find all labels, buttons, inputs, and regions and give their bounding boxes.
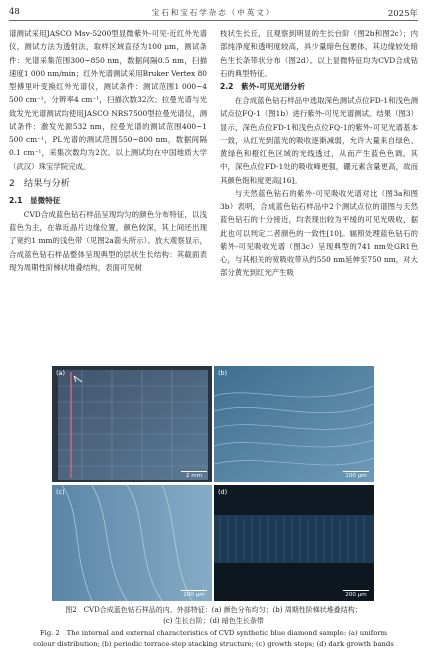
paragraph-uvvis-1: 在合成蓝色钻石样品中选取深色测试点位FD-1和浅色测试点位FQ-1（图1b）进行紫外-可见光谱测试。结果（图3）显示，深色点位FD-1和浅色点位FQ-1的紫外-可见光谱基本一致，从红光到蓝光的吸收逐渐减弱，允许大量来自绿色、黄绿色和橙红色区域的光线透过，从而产生蓝色色调。其中，深色点位FD-1处的吸收峰更强，硼元素含量更高，故而其颜色饱和度更高[16]。: [220, 96, 418, 185]
scale-bar-label: 200 μm: [345, 592, 367, 598]
figure-caption-english: [9, 628, 418, 650]
figure-panel-c: [52, 485, 212, 601]
panel-label: (c): [56, 488, 65, 496]
journal-title: 宝石和宝石学杂志（中英文）: [151, 8, 276, 17]
panel-label: (b): [218, 369, 228, 377]
caption-en-line-2: colour distribution; (b) periodic terrace-step stacking structure; (c) growth steps; (d) dark growth bands: [33, 640, 394, 648]
page-header: [0, 0, 427, 22]
caption-cn-line-2: (c) 生长台阶；(d) 暗色生长条带: [163, 617, 264, 625]
panel-d-image: [214, 485, 374, 601]
right-column: [220, 27, 418, 280]
scale-bar: [181, 590, 207, 598]
paragraph-microscopy: CVD合成蓝色钻石样品呈现均匀的颜色分布特征，以浅蓝色为主，在靠近晶片边缘位置，颜色较深，其上间还出现了宽约1 mm的浅色带（见图2a箭头所示）。放大观察显示，合成蓝色钻石样品整体呈现典型的层状生长结构：其截面表现为周期性阶梯状堆叠结构，表面可见树: [9, 209, 207, 272]
figure-caption-chinese: [9, 605, 418, 627]
figure-panel-b: [214, 366, 374, 482]
header-rule: [9, 20, 418, 21]
caption-cn-line-1: 图2 CVD合成蓝色钻石样品的内、外部特征：(a) 颜色分布均匀；(b) 周期性阶梯状堆叠结构；: [65, 606, 362, 614]
figure-panel-a: [52, 366, 212, 482]
subsection-title-microscopy: 2.1 显微特征: [9, 195, 61, 205]
panel-label: (d): [218, 488, 228, 496]
scale-bar-label: 200 μm: [183, 592, 205, 598]
scale-bar: [343, 590, 369, 598]
paragraph-methods: 谱测试采用JASCO Msv-5200型显微紫外-可见-近红外光谱仪，测试方法为透射法，取样区域直径为100 μm，测试条件：光谱采集范围300~850 nm，数据间隔0.5 nm，扫描速度1 000 nm/min；红外光谱测试采用Bruker Vertex 80型傅里叶变换红外光谱仪，测试条件：测试范围1 000~4 500 cm⁻¹，分辨率4 cm⁻¹，扫描次数32次；拉曼光谱与光致发光光谱测试均使用JASCO NRS7500型拉曼光谱仪，测试条件：激发光源532 nm，拉曼光谱的测试范围400~1 500 cm⁻¹，PL光谱的测试范围550~800 nm，数据间隔0.1 cm⁻¹，采集次数均为2次。以上测试均在中国地质大学（武汉）珠宝学院完成。: [9, 29, 207, 171]
subsection-title-uvvis: 2.2 紫外-可见光谱分析: [220, 82, 305, 91]
panel-label: (a): [56, 369, 66, 377]
figure-panel-d: [214, 485, 374, 601]
paragraph-uvvis-2: 与天然蓝色钻石的紫外-可见吸收光谱对比（图3a和图3b）表明，合成蓝色钻石样品中2个测试点位的谱图与天然蓝色钻石的十分接近，均表现出较为平缓的可见光吸收，据此也可以判定二者颜色的一致性[10]。辐照处理蓝色钻石的紫外-可见吸收光谱（图3c）呈现典型的741 nm处GR1色心，与其相关的宽吸收带从约550 nm延伸至750 nm，对大部分黄光到红光产生吸: [220, 188, 418, 278]
scale-bar-line: [343, 471, 369, 472]
page-number: 48: [9, 7, 20, 17]
panel-b-image: [214, 366, 374, 482]
scale-bar-line: [181, 590, 207, 591]
section-title: 2 结果与分析: [9, 177, 70, 189]
publication-year: 2025年: [387, 9, 418, 19]
left-column: [9, 27, 207, 274]
scale-bar: [181, 471, 207, 479]
caption-en-line-1: Fig. 2 The internal and external characteristics of CVD synthetic blue diamond sample: (a) uniform: [39, 629, 388, 637]
paragraph-microscopy-cont: 枝状生长丘，且观察到明显的生长台阶（图2b和图2c）；内部纯净度和透明度较高，具少量暗色包裹体，其边缘较处暗色生长条带状分布（图2d）。以上显微特征均为CVD合成钻石的典型特征。: [220, 29, 418, 78]
scale-bar-label: 100 μm: [345, 473, 367, 479]
panel-c-image: [52, 485, 212, 601]
figure-2: [52, 366, 374, 602]
panel-a-image: [52, 366, 212, 482]
scale-bar-line: [181, 471, 207, 472]
scale-bar-label: 2 mm: [185, 473, 203, 479]
scale-bar-line: [343, 590, 369, 591]
scale-bar: [343, 471, 369, 479]
